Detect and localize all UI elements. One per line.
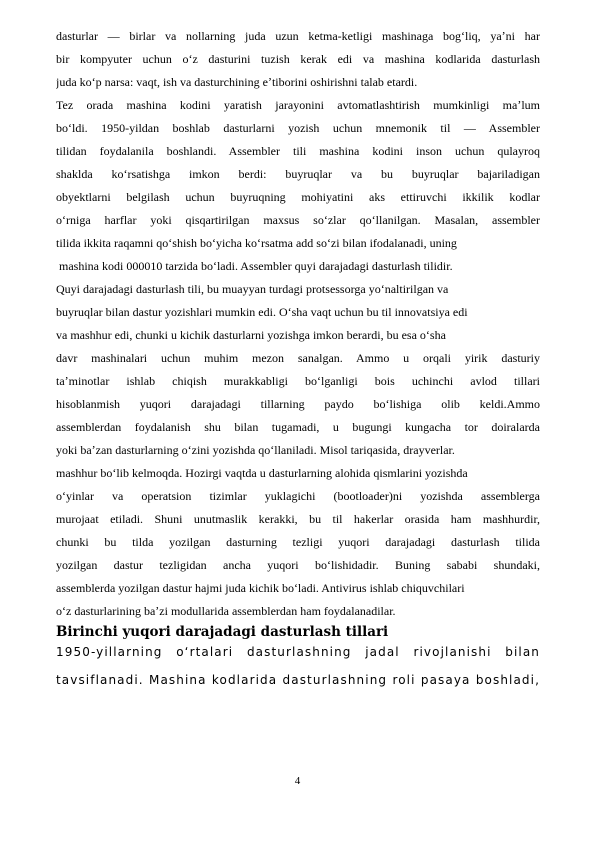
paragraph-line: dasturlar — birlar va nollarning juda uzun ketma-ketligi mashinaga bogʻliq, yaʼni har [56,29,540,43]
paragraph-line: juda koʻp narsa: vaqt, ish va dasturchining eʼtiborini oshirishni talab etardi. [56,75,418,89]
paragraph-line: tavsiflanadi. Mashina kodlarida dasturlashning roli pasaya boshladi, [56,673,540,687]
paragraph-line: Quyi darajadagi dasturlash tili, bu muayyan turdagi protsessorga yoʻnaltirilgan va [56,282,449,296]
paragraph-line: oʻyinlar va operatsion tizimlar yuklagichi (bootloader)ni yozishda assemblerga [56,489,540,503]
paragraph-line: yoki baʼzan dasturlarning oʻzini yozishda qoʻllaniladi. Misol tariqasida, drayverlar. [56,443,455,457]
paragraph-line: mashhur boʻlib kelmoqda. Hozirgi vaqtda u dasturlarning alohida qismlarini yozishda [56,466,468,480]
section-heading: Birinchi yuqori darajadagi dasturlash tillari [56,624,389,640]
paragraph-line: murojaat etiladi. Shuni unutmaslik kerakki, bu til hakerlar orasida ham mashhurdir, [56,512,540,526]
paragraph-line: mashina kodi 000010 tarzida boʻladi. Assembler quyi darajadagi dasturlash tilidir. [56,259,453,273]
paragraph-line: 1950-yillarning oʻrtalari dasturlashning jadal rivojlanishi bilan [56,645,540,659]
page-number: 4 [294,775,301,787]
paragraph-line: oʻz dasturlarining baʼzi modullarida assemblerdan ham foydalanadilar. [56,604,396,618]
paragraph-line: hisoblanmish yuqori darajadagi tillarning paydo boʻlishiga olib keldi.Ammo [56,397,540,411]
paragraph-line: shaklda koʻrsatishga imkon berdi: buyruqlar va bu buyruqlar bajariladigan [56,167,540,181]
paragraph-line: assemblerda yozilgan dastur hajmi juda kichik boʻladi. Antivirus ishlab chiquvchilari [56,581,465,595]
paragraph-line: va mashhur edi, chunki u kichik dasturlarni yozishga imkon berardi, bu esa oʻsha [56,328,446,342]
paragraph-line: davr mashinalari uchun muhim mezon sanalgan. Ammo u orqali yirik dasturiy [56,351,540,365]
paragraph-line: assemblerdan foydalanish shu bilan tugamadi, u bugungi kungacha tor doiralarda [56,420,540,434]
paragraph-line: chunki bu tilda yozilgan dasturning tezligi yuqori darajadagi dasturlash tilida [56,535,540,549]
paragraph-line: buyruqlar bilan dastur yozishlari mumkin edi. Oʻsha vaqt uchun bu til innovatsiya edi [56,305,468,319]
paragraph-line: taʼminotlar ishlab chiqish murakkabligi boʻlganligi bois uchinchi avlod tillari [56,374,540,388]
paragraph-line: tilidan foydalanila boshlandi. Assembler tili mashina kodini inson uchun qulayroq [56,144,540,158]
paragraph-line: boʻldi. 1950-yildan boshlab dasturlarni yozish uchun mnemonik til — Assembler [56,121,540,135]
paragraph-line: Tez orada mashina kodini yaratish jarayonini avtomatlashtirish mumkinligi maʼlum [56,98,540,112]
paragraph-line: bir kompyuter uchun oʻz dasturini tuzish kerak edi va mashina kodlarida dasturlash [56,52,540,66]
paragraph-line: yozilgan dastur tezligidan ancha yuqori boʻlishidadir. Buning sababi shundaki, [56,558,540,572]
paragraph-line: obyektlarni belgilash uchun buyruqning mohiyatini aks ettiruvchi ikkilik kodlar [56,190,540,204]
paragraph-line: oʻrniga harflar yoki qisqartirilgan maxsus soʻzlar qoʻllanilgan. Masalan, assembler [56,213,540,227]
paragraph-line: tilida ikkita raqamni qoʻshish boʻyicha koʻrsatma add soʻzi bilan ifodalanadi, uning [56,236,457,250]
